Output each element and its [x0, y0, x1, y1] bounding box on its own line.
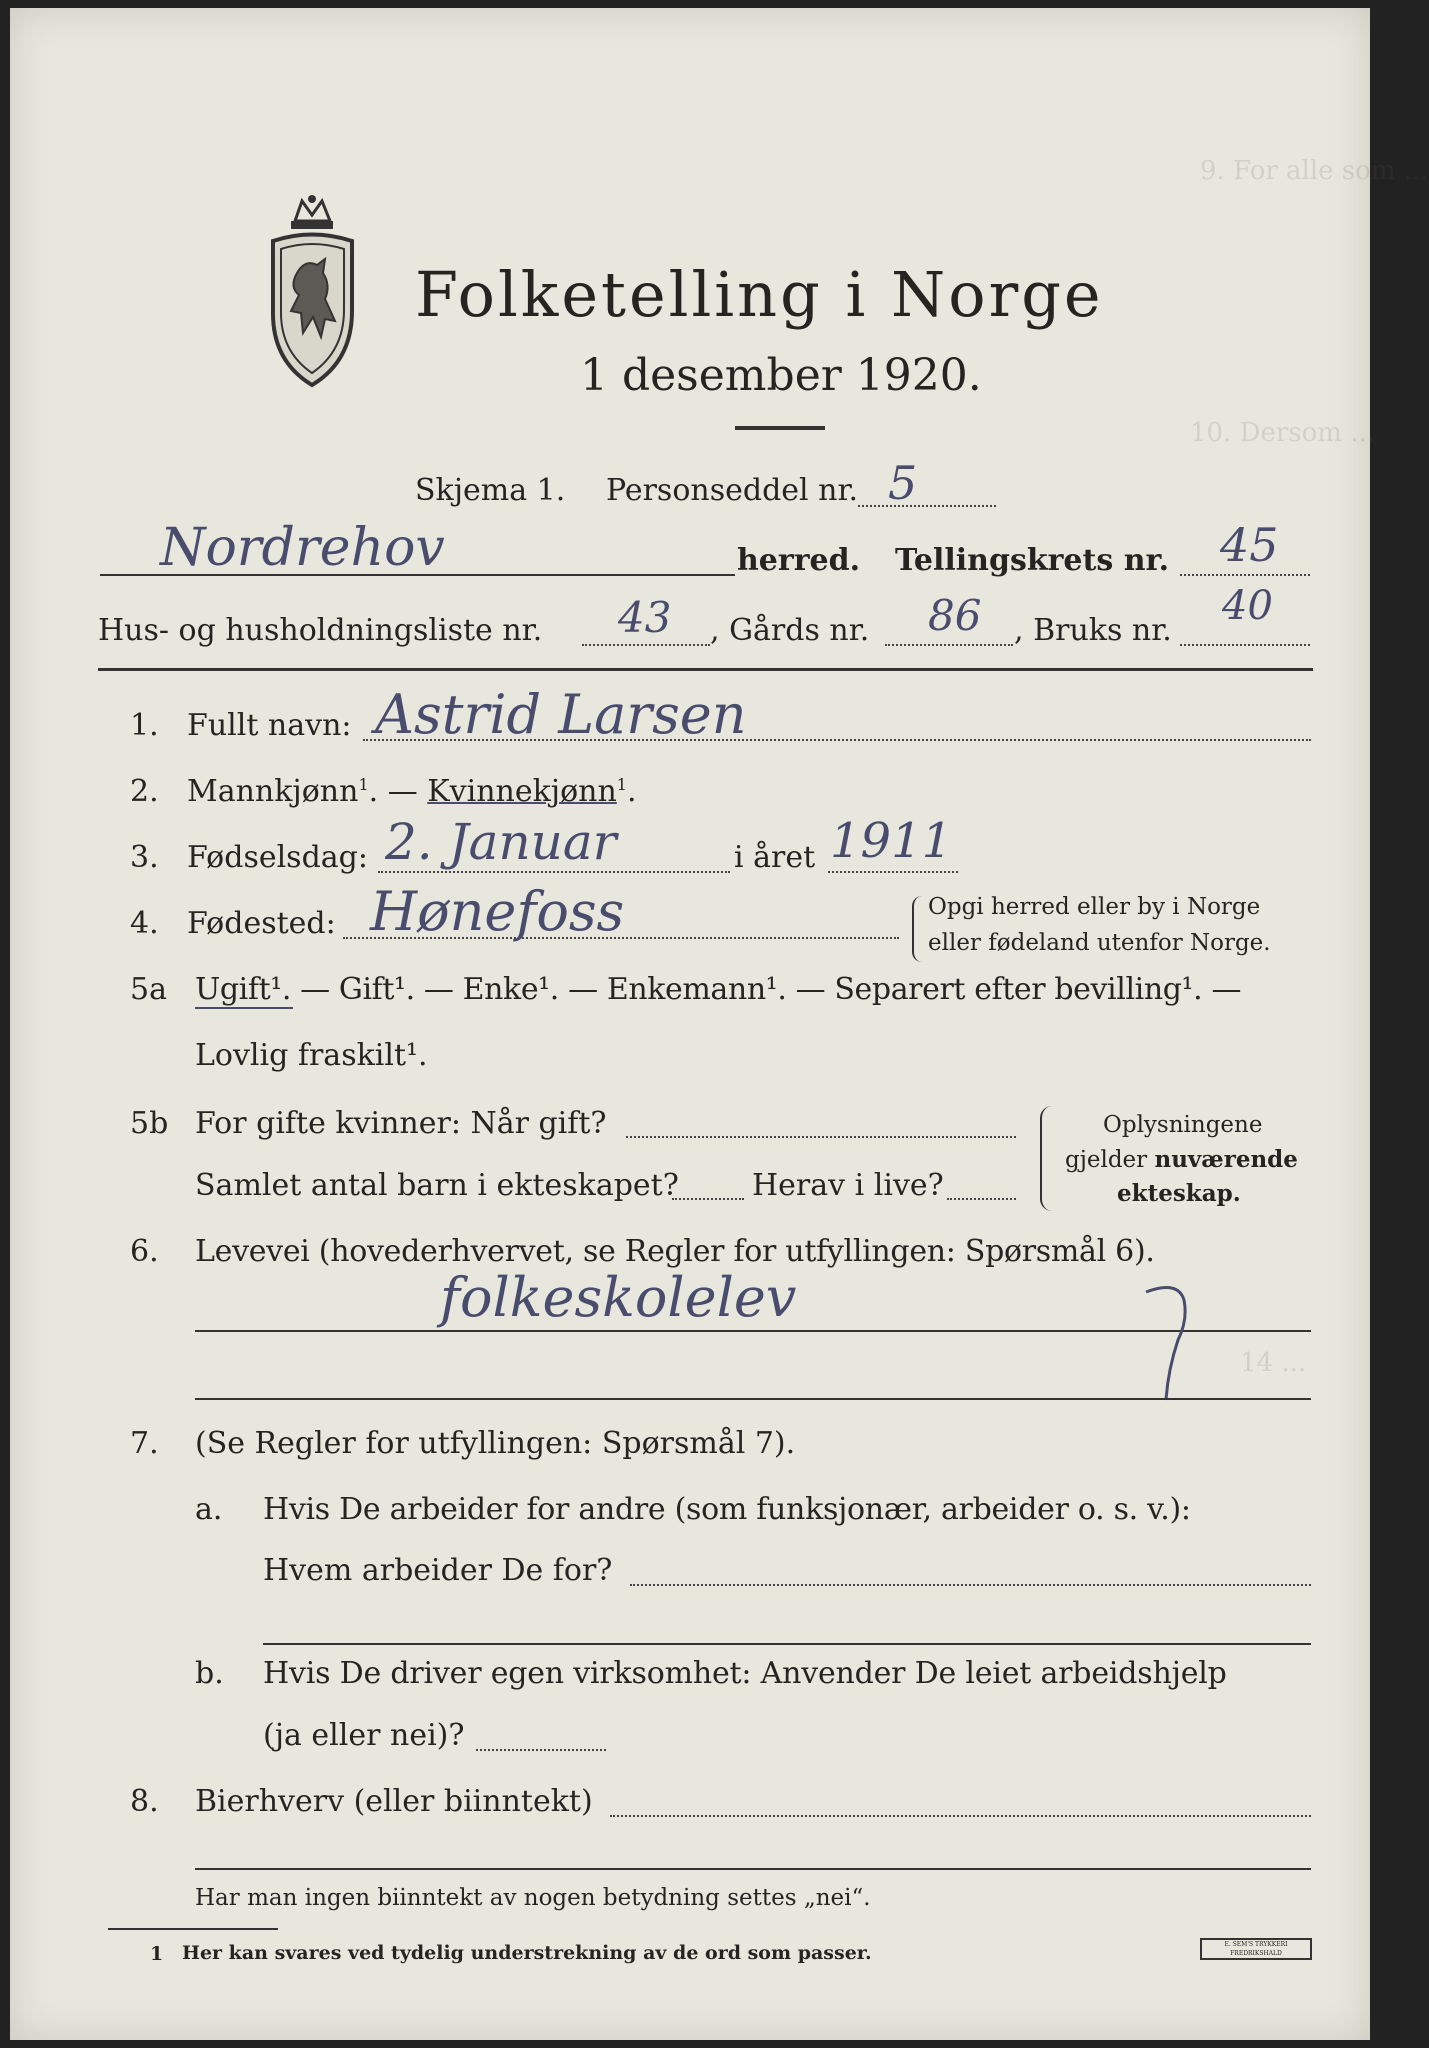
q2-number: 2.: [130, 774, 159, 809]
personseddel-value: 5: [888, 456, 918, 510]
q3-year-field: [828, 871, 958, 873]
gards-label: , Gårds nr.: [710, 613, 870, 648]
bleed-through-text: 9. For alle som ...: [1200, 156, 1429, 186]
q7a-field: [630, 1584, 1311, 1586]
q2-options: [187, 774, 637, 809]
skjema-label: Skjema 1.: [415, 473, 566, 508]
q7-label: (Se Regler for utfyllingen: Spørsmål 7).: [195, 1426, 796, 1461]
form-title: Folketelling i Norge: [415, 258, 1104, 331]
q7b-field: [476, 1749, 606, 1751]
q5a-options-line2: Lovlig fraskilt¹.: [195, 1038, 428, 1073]
form-date: 1 desember 1920.: [580, 350, 982, 401]
q8-field-line2: [195, 1868, 1311, 1870]
q5b-note-gjelder: gjelder: [1065, 1147, 1155, 1173]
tellingskrets-value: 45: [1220, 518, 1279, 572]
q3-number: 3.: [130, 840, 159, 875]
herred-label: herred.: [737, 543, 861, 578]
q5b-line1: For gifte kvinner: Når gift?: [195, 1106, 607, 1141]
q4-note-line1: Opgi herred eller by i Norge: [928, 894, 1261, 920]
q1-value: Astrid Larsen: [375, 683, 747, 746]
q7b-number: b.: [195, 1656, 224, 1691]
printer-stamp: E. SEM'S TRYKKERI FREDRIKSHALD: [1200, 1938, 1312, 1960]
q5b-note-nuvaerende: nuværende: [1154, 1146, 1298, 1173]
herred-value: Nordrehov: [160, 518, 445, 578]
q3-day-value: 2. Januar: [385, 813, 617, 871]
q5b-live-field: [947, 1198, 1016, 1200]
q1-number: 1.: [130, 708, 159, 743]
bruks-value: 40: [1222, 583, 1273, 629]
q5a-number: 5a: [130, 972, 167, 1007]
husholdningsliste-value: 43: [618, 593, 672, 642]
q8-number: 8.: [130, 1784, 159, 1819]
q5b-number: 5b: [130, 1106, 169, 1141]
bruks-label: , Bruks nr.: [1014, 613, 1172, 648]
q2-separator: . —: [368, 774, 428, 809]
q5b-nar-gift-field: [626, 1136, 1016, 1138]
q4-number: 4.: [130, 906, 159, 941]
footnote-text: Her kan svares ved tydelig understrekning av de ord som passer.: [182, 1942, 872, 1964]
personseddel-field: [858, 505, 996, 507]
q7a-field-line2: [263, 1643, 1311, 1645]
q3-label: Fødselsdag:: [187, 840, 368, 875]
q7a-line2: Hvem arbeider De for?: [263, 1553, 613, 1588]
gards-field: [885, 644, 1013, 646]
q7a-number: a.: [195, 1492, 223, 1527]
q1-label: Fullt navn:: [187, 708, 352, 743]
norway-coat-of-arms-icon: [255, 193, 370, 393]
q3-year-label: i året: [734, 840, 816, 875]
q5b-note-line2: [1065, 1146, 1298, 1173]
husholdningsliste-label: Hus- og husholdningsliste nr.: [98, 613, 543, 648]
q6-number: 6.: [130, 1234, 159, 1269]
q5b-barn-label: Samlet antal barn i ekteskapet?: [195, 1168, 679, 1203]
q2-sup-b: 1: [616, 775, 627, 794]
header-separator: [98, 668, 1313, 671]
q5a-ugift-underline: [195, 1007, 293, 1009]
q6-value: folkeskolelev: [440, 1266, 797, 1329]
q7-number: 7.: [130, 1426, 159, 1461]
bleed-through-text: 10. Dersom ...: [1190, 418, 1375, 448]
q3-year-value: 1911: [830, 813, 953, 869]
q5b-note-line3: ekteskap.: [1117, 1180, 1241, 1207]
personseddel-label: Personseddel nr.: [606, 473, 859, 508]
q6-label: Levevei (hovederhvervet, se Regler for utfyllingen: Spørsmål 6).: [195, 1234, 1155, 1269]
q2-mannkjonn: Mannkjønn: [187, 774, 359, 809]
footnote-mark: 1: [150, 1943, 164, 1965]
q2-sup-a: 1: [358, 775, 369, 794]
q7a-line1: Hvis De arbeider for andre (som funksjonær, arbeider o. s. v.):: [263, 1492, 1191, 1527]
q5b-live-label: Herav i live?: [752, 1168, 944, 1203]
tellingskrets-label: Tellingskrets nr.: [895, 543, 1170, 578]
q4-note-line2: eller fødeland utenfor Norge.: [928, 930, 1271, 956]
tellingskrets-field: [1180, 574, 1310, 576]
q3-day-field: [378, 871, 730, 873]
census-form-page: [10, 8, 1429, 2040]
q5b-barn-field: [672, 1198, 744, 1200]
footnote-separator: [108, 1928, 278, 1930]
q8-label: Bierhverv (eller biinntekt): [195, 1784, 593, 1819]
bruks-field: [1180, 644, 1310, 646]
q7b-line1: Hvis De driver egen virksomhet: Anvender De leiet arbeidshjelp: [263, 1656, 1227, 1691]
title-divider: [735, 426, 825, 430]
q2-kvinnekjonn: Kvinnekjønn: [427, 774, 617, 809]
q7b-line2: (ja eller nei)?: [263, 1718, 465, 1753]
q5b-note-brace: [1040, 1106, 1052, 1211]
q4-value: Hønefoss: [370, 880, 625, 943]
q6-handwritten-mark-icon: [1138, 1280, 1198, 1410]
bleed-through-text: 14 ...: [1240, 1348, 1307, 1378]
q4-label: Fødested:: [187, 906, 336, 941]
husholdningsliste-field: [582, 644, 710, 646]
q8-field: [610, 1815, 1311, 1817]
q6-field-line2: [195, 1398, 1311, 1400]
q4-note-brace: [912, 896, 922, 962]
q5b-note-line1: Oplysningene: [1103, 1112, 1263, 1138]
q8-note: Har man ingen biinntekt av nogen betydning settes „nei“.: [195, 1885, 871, 1911]
q5a-options: Ugift¹. — Gift¹. — Enke¹. — Enkemann¹. — Separert efter bevilling¹. —: [195, 972, 1242, 1007]
q2-end: .: [626, 774, 637, 809]
gards-value: 86: [928, 591, 982, 640]
